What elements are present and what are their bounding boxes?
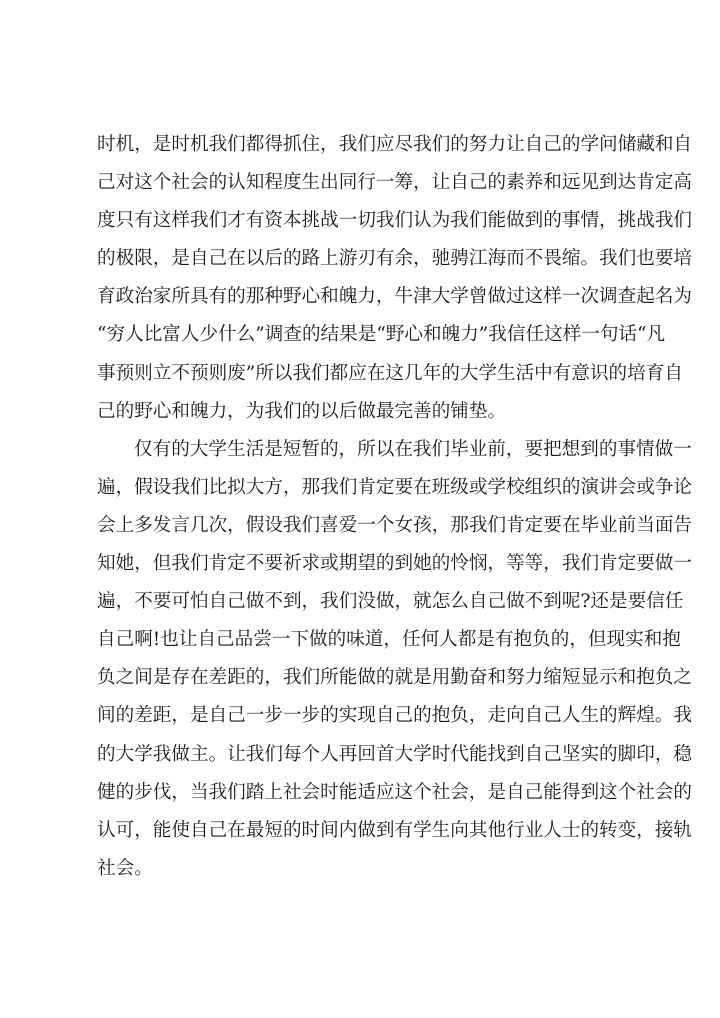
- text-line: 事预则立不预则废”所以我们都应在这几年的大学生活中有意识的培育自: [97, 362, 683, 384]
- text-line: 自己啊!也让自己品尝一下做的味道，任何人都是有抱负的，但现实和抱: [97, 629, 681, 651]
- text-line: 遍，假设我们比拟大方，那我们肯定要在班级或学校组织的演讲会或争论: [97, 476, 693, 498]
- paragraph-1: [97, 126, 693, 431]
- text-line: “穷人比富人少什么”调查的结果是“野心和魄力”我信任这样一句话“凡: [97, 324, 666, 346]
- text-line: 度只有这样我们才有资本挑战一切我们认为我们能做到的事情，挑战我们: [97, 210, 693, 232]
- text-line: 己的野心和魄力，为我们的以后做最完善的铺垫。: [97, 400, 507, 422]
- text-line: 间的差距，是自己一步一步的实现自己的抱负，走向自己人生的辉煌。我: [97, 705, 693, 727]
- text-line: 负之间是存在差距的，我们所能做的就是用勤奋和努力缩短显示和抱负之: [97, 667, 693, 689]
- text-line: 认可，能使自己在最短的时间内做到有学生向其他行业人士的转变，接轨: [97, 819, 693, 841]
- body-text: [97, 126, 693, 888]
- paragraph-2: [97, 431, 693, 888]
- text-line: 己对这个社会的认知程度生出同行一筹，让自己的素养和远见到达肯定高: [97, 172, 693, 194]
- text-line: 育政治家所具有的那种野心和魄力，牛津大学曾做过这样一次调查起名为: [97, 286, 693, 308]
- text-line: 时机，是时机我们都得抓住，我们应尽我们的努力让自己的学问储藏和自: [97, 134, 693, 155]
- text-line: 仅有的大学生活是短暂的，所以在我们毕业前，要把想到的事情做一: [134, 438, 692, 460]
- text-line: 健的步伐，当我们踏上社会时能适应这个社会，是自己能得到这个社会的: [97, 781, 693, 803]
- text-line: 知她，但我们肯定不要祈求或期望的到她的怜悯，等等，我们肯定要做一: [97, 553, 693, 575]
- text-line: 遍，不要可怕自己做不到，我们没做，就怎么自己做不到呢?还是要信任: [97, 591, 684, 613]
- text-line: 的大学我做主。让我们每个人再回首大学时代能找到自己坚实的脚印，稳: [97, 743, 693, 765]
- text-line: 会上多发言几次，假设我们喜爱一个女孩，那我们肯定要在毕业前当面告: [97, 514, 693, 536]
- text-line: 的极限，是自己在以后的路上游刃有余，驰骋江海而不畏缩。我们也要培: [97, 248, 693, 270]
- text-line: 社会。: [97, 857, 153, 879]
